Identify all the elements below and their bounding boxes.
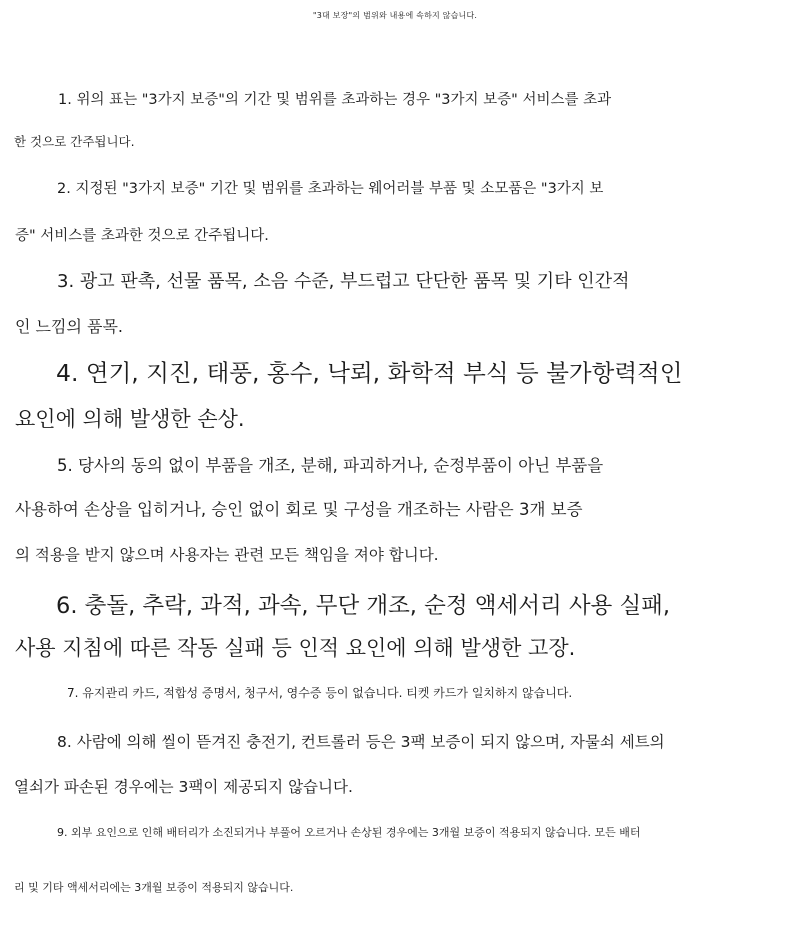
- item-9-line-1: 9. 외부 요인으로 인해 배터리가 소진되거나 부풀어 오르거나 손상된 경우에는 3개월 보증이 적용되지 않습니다. 모든 배터: [57, 826, 641, 839]
- item-5-line-1: 5. 당사의 동의 없이 부품을 개조, 분해, 파괴하거나, 순정부품이 아닌 부품을: [57, 456, 604, 475]
- item-3-line-1: 3. 광고 판촉, 선물 품목, 소음 수준, 부드럽고 단단한 품목 및 기타 인간적: [57, 271, 630, 292]
- item-4-line-1: 4. 연기, 지진, 태풍, 홍수, 낙뢰, 화학적 부식 등 불가항력적인: [56, 359, 683, 387]
- item-1-line-2: 한 것으로 간주됩니다.: [14, 134, 135, 149]
- item-2-line-2: 증" 서비스를 초과한 것으로 간주됩니다.: [15, 228, 269, 244]
- item-8-line-2: 열쇠가 파손된 경우에는 3팩이 제공되지 않습니다.: [14, 778, 353, 796]
- item-2-line-1: 2. 지정된 "3가지 보증" 기간 및 범위를 초과하는 웨어러블 부품 및 소모품은 "3가지 보: [57, 181, 604, 197]
- page-title: "3대 보장"의 범위와 내용에 속하지 않습니다.: [312, 11, 478, 20]
- item-9-line-2: 리 및 기타 액세서리에는 3개월 보증이 적용되지 않습니다.: [14, 881, 294, 894]
- item-1-line-1: 1. 위의 표는 "3가지 보증"의 기간 및 범위를 초과하는 경우 "3가지 보증" 서비스를 초과: [58, 92, 612, 108]
- item-3-line-2: 인 느낌의 품목.: [15, 317, 123, 336]
- item-8-line-1: 8. 사람에 의해 씰이 뜯겨진 충전기, 컨트롤러 등은 3팩 보증이 되지 않으며, 자물쇠 세트의: [57, 733, 665, 751]
- item-5-line-3: 의 적용을 받지 않으며 사용자는 관련 모든 책임을 져야 합니다.: [15, 546, 439, 564]
- item-7-line-1: 7. 유지관리 카드, 적합성 증명서, 청구서, 영수증 등이 없습니다. 티켓 카드가 일치하지 않습니다.: [67, 686, 573, 700]
- item-6-line-2: 사용 지침에 따른 작동 실패 등 인적 요인에 의해 발생한 고장.: [15, 636, 576, 660]
- item-6-line-1: 6. 충돌, 추락, 과적, 과속, 무단 개조, 순정 액세서리 사용 실패,: [56, 593, 671, 619]
- item-4-line-2: 요인에 의해 발생한 손상.: [15, 407, 245, 431]
- item-5-line-2: 사용하여 손상을 입히거나, 승인 없이 회로 및 구성을 개조하는 사람은 3개 보증: [15, 500, 583, 519]
